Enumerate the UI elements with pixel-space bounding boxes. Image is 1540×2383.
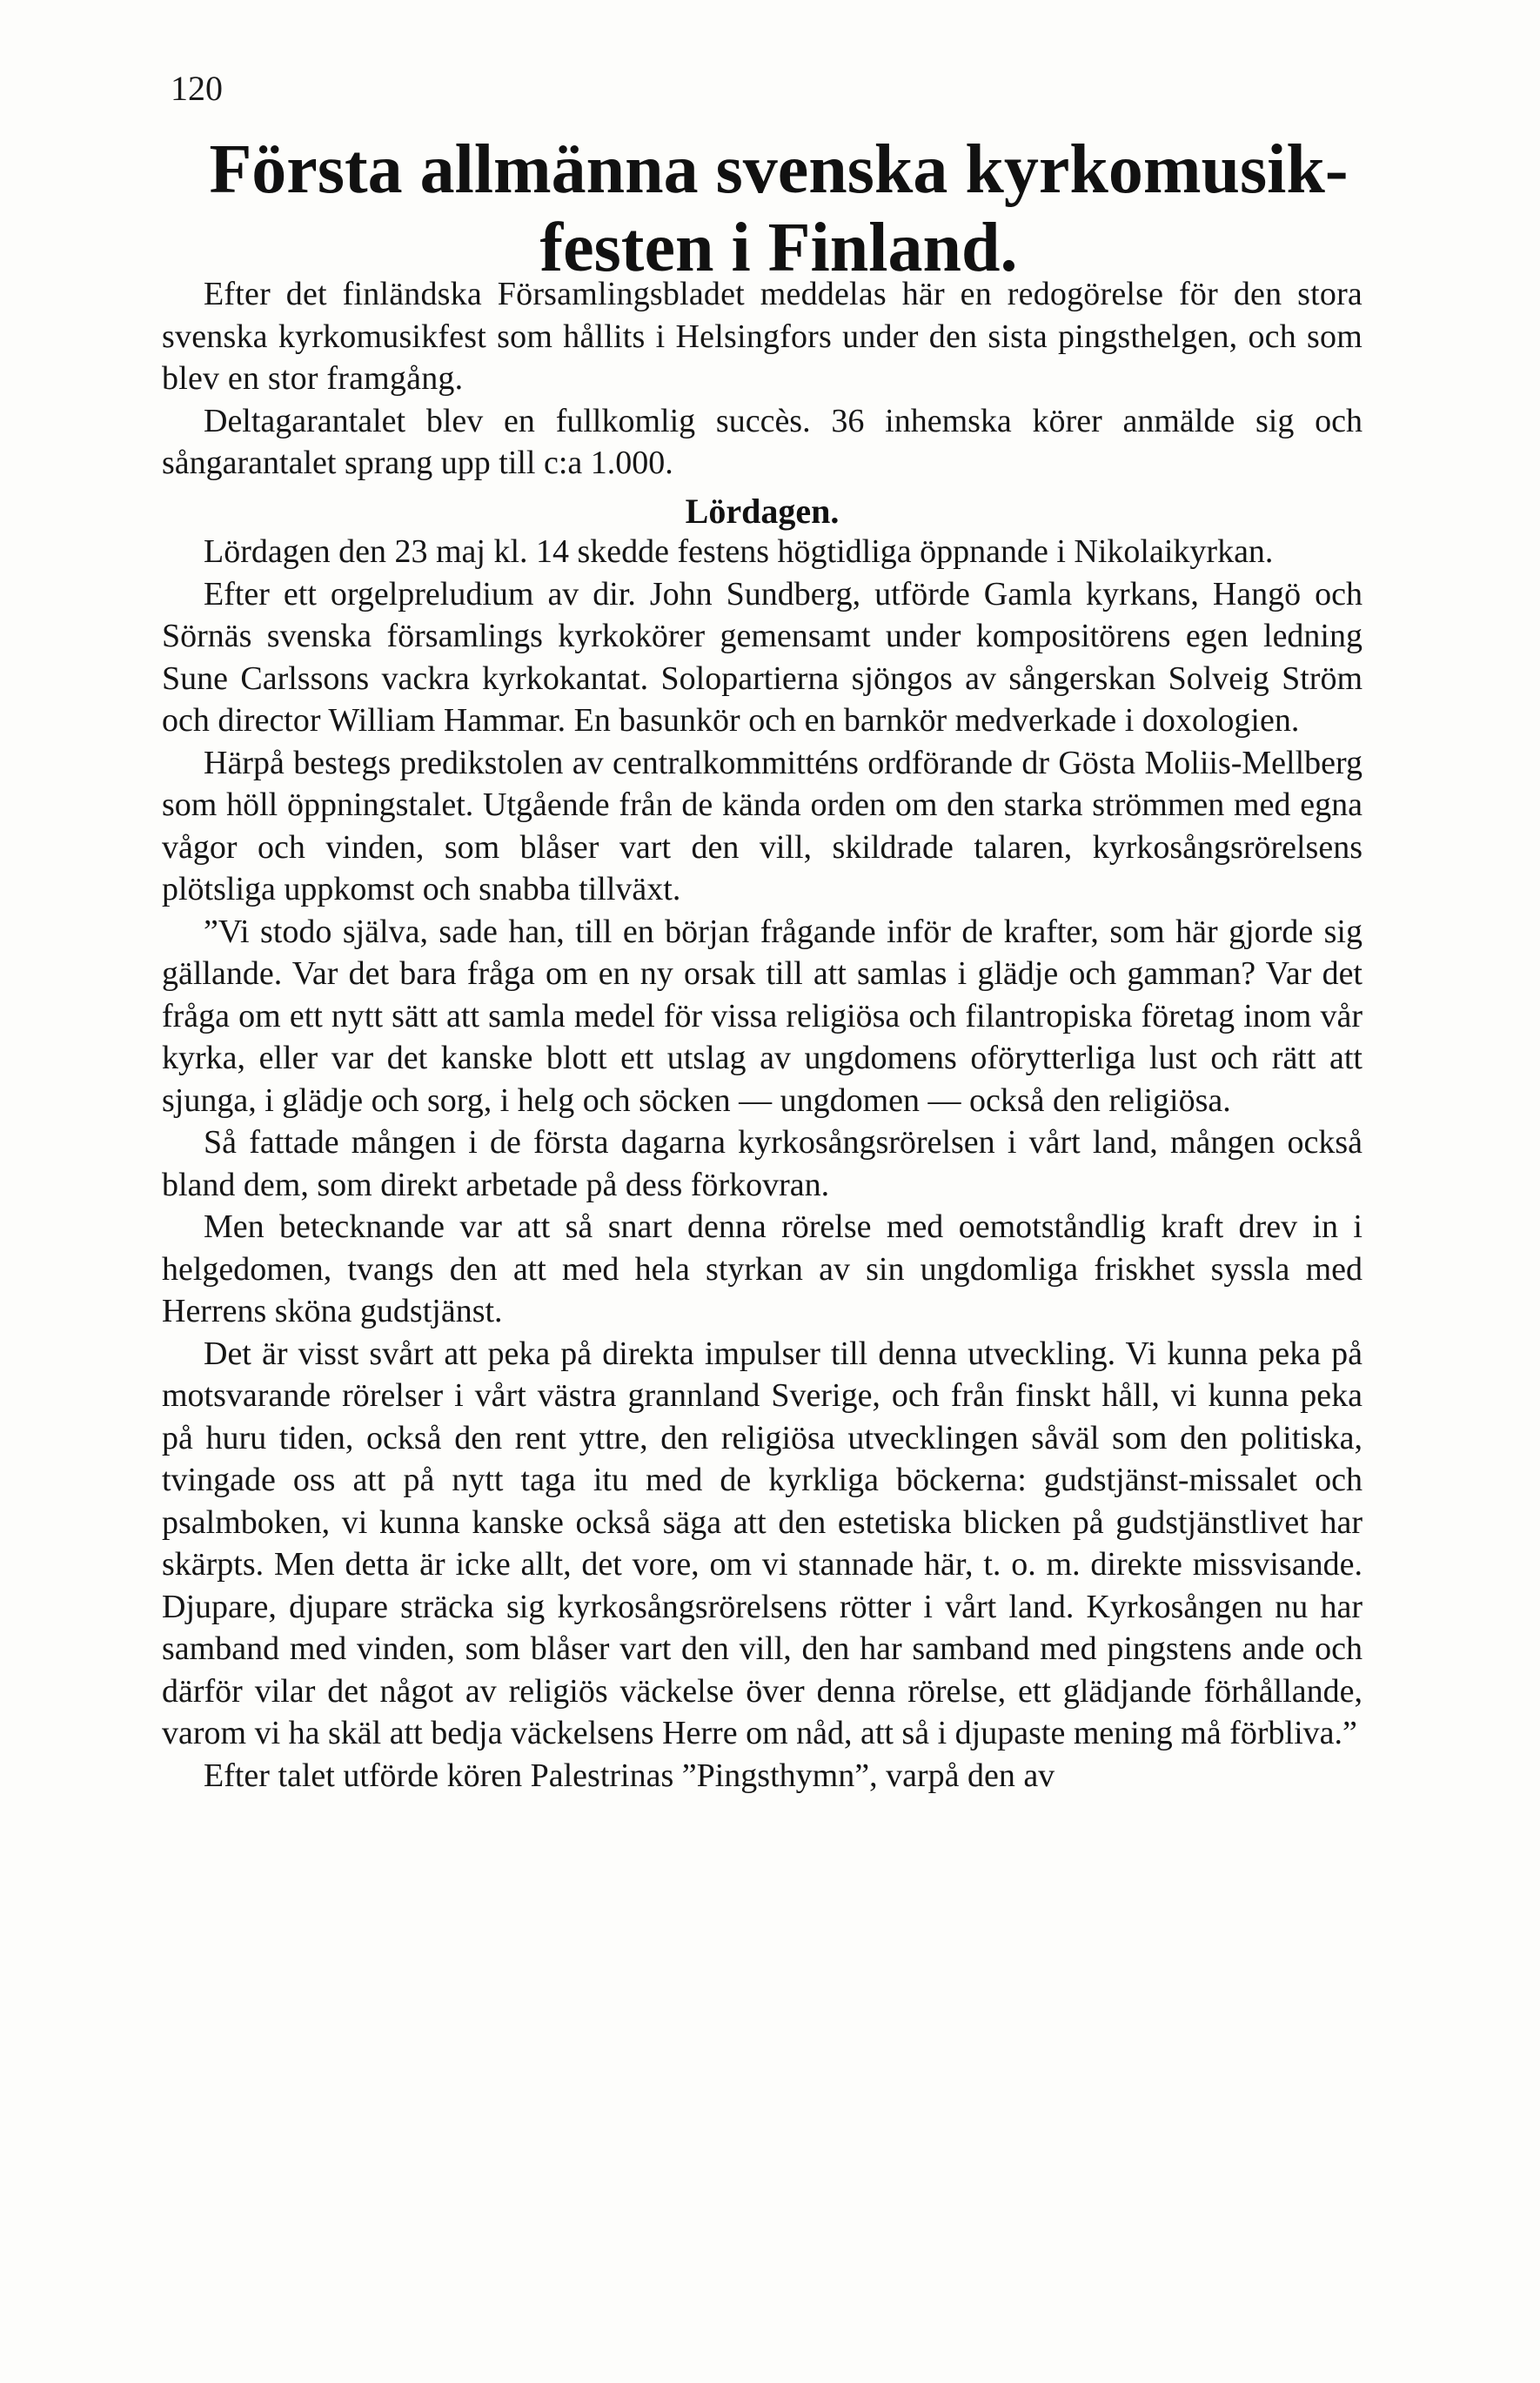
- body-paragraph: Efter talet utförde kören Palestrinas ”Pingsthymn”, varpå den av: [204, 1757, 1055, 1794]
- article-title-line-2: festen i Finland.: [539, 210, 1018, 286]
- body-paragraph: Det är visst svårt att peka på direkta impulser till denna utveckling. Vi kunna peka på motsvarande rörelser i vårt västra grannland Sverige, och från finskt håll, vi kunna peka på huru tiden, också den rent yttre, den religiösa utvecklingen såväl som den politiska, tvingade oss att på nytt taga itu med de kyrkliga böckerna: gudstjänst-missalet och psalmboken, vi kunna kanske också säga att den estetiska blicken på gudstjänstlivet har skärpts. Men detta är icke allt, det vore, om vi stannade här, t. o. m. direkte missvisande. Djupare, djupare sträcka sig kyrkosångsrörelsens rötter i vårt land. Kyrkosången nu har samband med vinden, som blåser vart den vill, den har samband med pingstens ande och därför vilar det något av religiös väckelse över denna rörelse, ett glädjande förhållande, varom vi ha skäl att bedja väckelsens Herre om nåd, att så i djupaste mening må förbliva.”: [162, 1335, 1363, 1751]
- intro-paragraph: Deltagarantalet blev en fullkomlig succès. 36 inhemska körer anmälde sig och sångarantalet sprang upp till c:a 1.000.: [162, 402, 1363, 481]
- body-paragraph: Men betecknande var att så snart denna rörelse med oemotståndlig kraft drev in i helgedomen, tvangs den att med hela styrkan av sin ungdomliga friskhet syssla med Herrens sköna gudstjänst.: [162, 1208, 1363, 1329]
- article-title: [183, 131, 1375, 287]
- intro-section: [162, 273, 1363, 485]
- body-paragraph: ”Vi stodo själva, sade han, till en början frågande inför de krafter, som här gjorde sig gällande. Var det bara fråga om en ny orsak till att samlas i glädje och gamman? Var det fråga om ett nytt sätt att samla medel för vissa religiösa och filantropiska företag inom vår kyrka, eller var det kanske blott ett utslag av ungdomens oförytterliga lust och rätt att sjunga, i glädje och sorg, i helg och söcken — ungdomen — också den religiösa.: [162, 913, 1363, 1119]
- intro-paragraph: Efter det finländska Församlingsbladet meddelas här en redogörelse för den stora svenska kyrkomusikfest som hållits i Helsingfors under den sista pingsthelgen, och som blev en stor framgång.: [162, 276, 1363, 397]
- body-text: [162, 531, 1363, 1797]
- page-number: 120: [171, 69, 223, 108]
- body-paragraph: Så fattade mången i de första dagarna kyrkosångsrörelsen i vårt land, mången också bland dem, som direkt arbetade på dess förkovran.: [162, 1124, 1363, 1203]
- body-paragraph: Härpå bestegs predikstolen av centralkommitténs ordförande dr Gösta Moliis-Mellberg som höll öppningstalet. Utgående från de kända orden om den starka strömmen med egna vågor och vinden, som blåser vart den vill, skildrade talaren, kyrkosångsrörelsens plötsliga uppkomst och snabba tillväxt.: [162, 744, 1363, 907]
- body-paragraph: Efter ett orgelpreludium av dir. John Sundberg, utförde Gamla kyrkans, Hangö och Sörnäs svenska församlings kyrkokörer gemensamt under kompositörens egen ledning Sune Carlssons vackra kyrkokantat. Solopartierna sjöngos av sångerskan Solveig Ström och director William Hammar. En basunkör och en barnkör medverkade i doxologien.: [162, 575, 1363, 739]
- body-paragraph: Lördagen den 23 maj kl. 14 skedde festens högtidliga öppnande i Nikolaikyrkan.: [204, 533, 1274, 570]
- article-title-line-1: Första allmänna svenska kyrkomusik-: [209, 131, 1349, 208]
- section-heading: Lördagen.: [685, 492, 840, 531]
